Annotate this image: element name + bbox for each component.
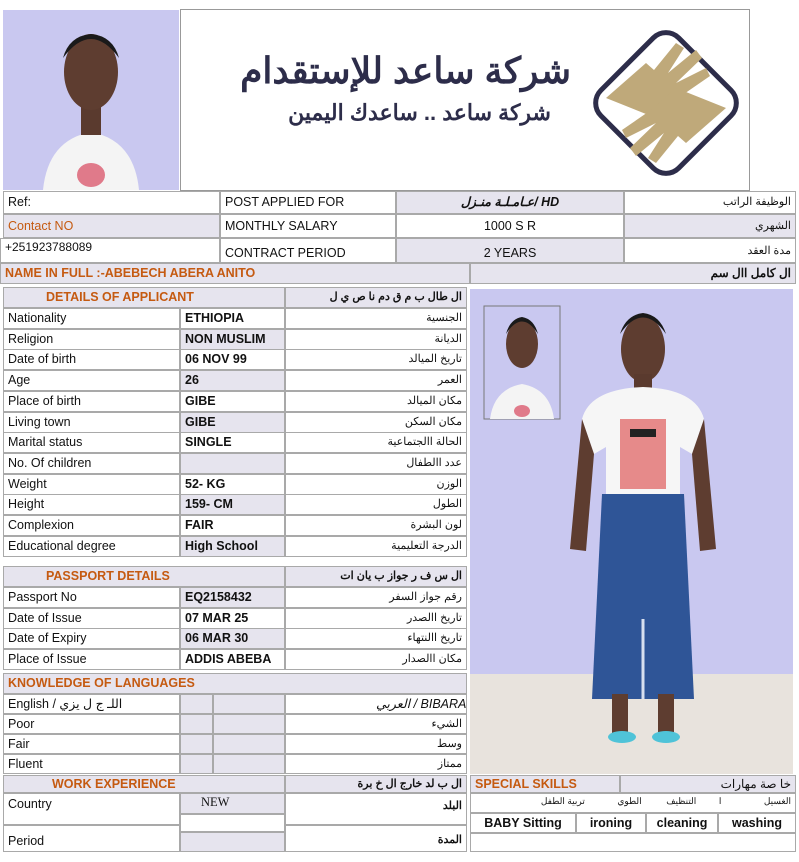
skill-ar-4: الغسيل [763,796,791,806]
applicant-education-label: Educational degree [3,536,180,557]
applicant-age-label: Age [3,370,180,391]
applicant-marital-status-label: Marital status [3,432,180,453]
applicant-complexion-label: Complexion [3,515,180,536]
applicant-nationality-ar: الجنسية [285,308,467,329]
language-arabic: العربي / BIBARA [285,694,467,714]
applicant-height-ar: الطول [285,494,467,515]
applicant-height-value: 159- CM [180,494,285,515]
profile-photo-small [3,10,179,190]
passport-issue-date-ar: تاريخ االصدر [285,608,467,629]
work-section-title: WORK EXPERIENCE [3,775,285,793]
salary-label-ar: الشهري [624,214,796,238]
applicant-nationality-value: ETHIOPIA [180,308,285,329]
company-name: شركة ساعد للإستقدام [240,50,571,91]
passport-expiry-date-value: 06 MAR 30 [180,628,285,649]
language-poor-col3 [213,714,285,734]
language-fluent-label: Fluent [3,754,180,774]
applicant-place-of-birth-ar: مكان الميالد [285,391,467,412]
contact-label: Contact NO [3,214,220,238]
contract-label: CONTRACT PERIOD [220,238,396,263]
skill-ar-3: ا [718,796,722,806]
languages-section-title: KNOWLEDGE OF LANGUAGES [3,673,467,694]
applicant-weight-ar: الوزن [285,474,467,495]
full-name: NAME IN FULL :-ABEBECH ABERA ANITO [0,263,470,284]
language-english: English / اللـ ج ل يزي [3,694,180,714]
applicant-dob-value: 06 NOV 99 [180,349,285,370]
applicant-dob-ar: تاريخ الميالد [285,349,467,370]
work-country-ar: البلد [285,793,467,825]
applicant-weight-value: 52- KG [180,474,285,495]
passport-issue-place-label: Place of Issue [3,649,180,670]
skills-ar-labels [470,793,796,813]
salary-label: MONTHLY SALARY [220,214,396,238]
applicant-religion-ar: الديانة [285,329,467,350]
passport-passport-no-label: Passport No [3,587,180,608]
applicant-complexion-ar: لون البشرة [285,515,467,536]
language-fluent-col3 [213,754,285,774]
ref-label: Ref: [3,191,220,214]
passport-issue-date-label: Date of Issue [3,608,180,629]
portrait-icon [3,10,179,190]
post-value: عـامـلـة منـزل/ HD [396,191,624,214]
language-fluent-col2 [180,754,213,774]
applicant-religion-value: NON MUSLIM [180,329,285,350]
passport-expiry-date-ar: تاريخ االنتهاء [285,628,467,649]
passport-expiry-date-label: Date of Expiry [3,628,180,649]
applicant-living-town-ar: مكان السكن [285,412,467,433]
passport-passport-no-ar: رقم جواز السفر [285,587,467,608]
full-body-portrait-icon [470,289,793,774]
skill-washing: washing [718,813,796,833]
work-section-title-ar: ال ب لد خارج ال خ برة [285,775,467,793]
skill-ironing: ironing [576,813,646,833]
full-body-photo [470,289,793,774]
contract-value: 2 YEARS [396,238,624,263]
applicant-children-value [180,453,285,474]
company-slogan: شركة ساعد .. ساعدك اليمين [288,100,551,125]
applicant-place-of-birth-value: GIBE [180,391,285,412]
applicant-marital-status-ar: الحالة االجتماعية [285,432,467,453]
work-country-value: NEW [180,793,285,814]
language-fair-ar: وسط [285,734,467,754]
language-fluent-ar: ممتاز [285,754,467,774]
work-period-value [180,832,285,852]
passport-section-title: PASSPORT DETAILS [3,566,285,587]
skill-ar-2: التنظيف [666,796,697,806]
skill-cleaning: cleaning [646,813,718,833]
company-logo-icon [586,28,746,178]
applicant-living-town-label: Living town [3,412,180,433]
applicant-complexion-value: FAIR [180,515,285,536]
applicant-weight-label: Weight [3,474,180,495]
work-country-label: Country [3,793,180,825]
applicant-children-ar: عدد االطفال [285,453,467,474]
passport-issue-place-ar: مكان االصدار [285,649,467,670]
skills-section-title: SPECIAL SKILLS [470,775,620,793]
contract-label-ar: مدة العقد [624,238,796,263]
passport-passport-no-value: EQ2158432 [180,587,285,608]
header-banner [180,9,750,191]
applicant-section-title-ar: ال طال ب م ق دم نا ص ي ل [285,287,467,308]
work-period-label: Period [3,825,180,852]
post-label-ar: الوظيفة الراتب [624,191,796,214]
skill-ar-1: الطوي [617,796,642,806]
language-fair-label: Fair [3,734,180,754]
applicant-age-value: 26 [180,370,285,391]
applicant-nationality-label: Nationality [3,308,180,329]
work-period-ar: المدة [285,825,467,852]
applicant-education-ar: الدرجة التعليمية [285,536,467,557]
language-english-col2 [180,694,213,714]
language-fair-col3 [213,734,285,754]
language-poor-ar: الشيء [285,714,467,734]
skill-baby-sitting: BABY Sitting [470,813,576,833]
work-country-value-2 [180,814,285,832]
language-fair-col2 [180,734,213,754]
passport-section-title-ar: ال س ف ر جواز ب يان ات [285,566,467,587]
applicant-children-label: No. Of children [3,453,180,474]
skills-section-title-ar: خا صة مهارات [620,775,796,793]
skill-ar-0: تربية الطفل [540,796,585,806]
full-name-ar: ال كامل اال سم [470,263,796,284]
applicant-dob-label: Date of birth [3,349,180,370]
applicant-section-title: DETAILS OF APPLICANT [3,287,285,308]
language-poor-col2 [180,714,213,734]
applicant-place-of-birth-label: Place of birth [3,391,180,412]
applicant-education-value: High School [180,536,285,557]
applicant-age-ar: العمر [285,370,467,391]
applicant-marital-status-value: SINGLE [180,432,285,453]
applicant-height-label: Height [3,494,180,515]
contact-value: +251923788089 [0,238,220,263]
passport-issue-date-value: 07 MAR 25 [180,608,285,629]
language-poor-label: Poor [3,714,180,734]
applicant-religion-label: Religion [3,329,180,350]
language-english-col3 [213,694,285,714]
skills-empty-row [470,833,796,852]
salary-value: 1000 S R [396,214,624,238]
passport-issue-place-value: ADDIS ABEBA [180,649,285,670]
post-label: POST APPLIED FOR [220,191,396,214]
applicant-living-town-value: GIBE [180,412,285,433]
